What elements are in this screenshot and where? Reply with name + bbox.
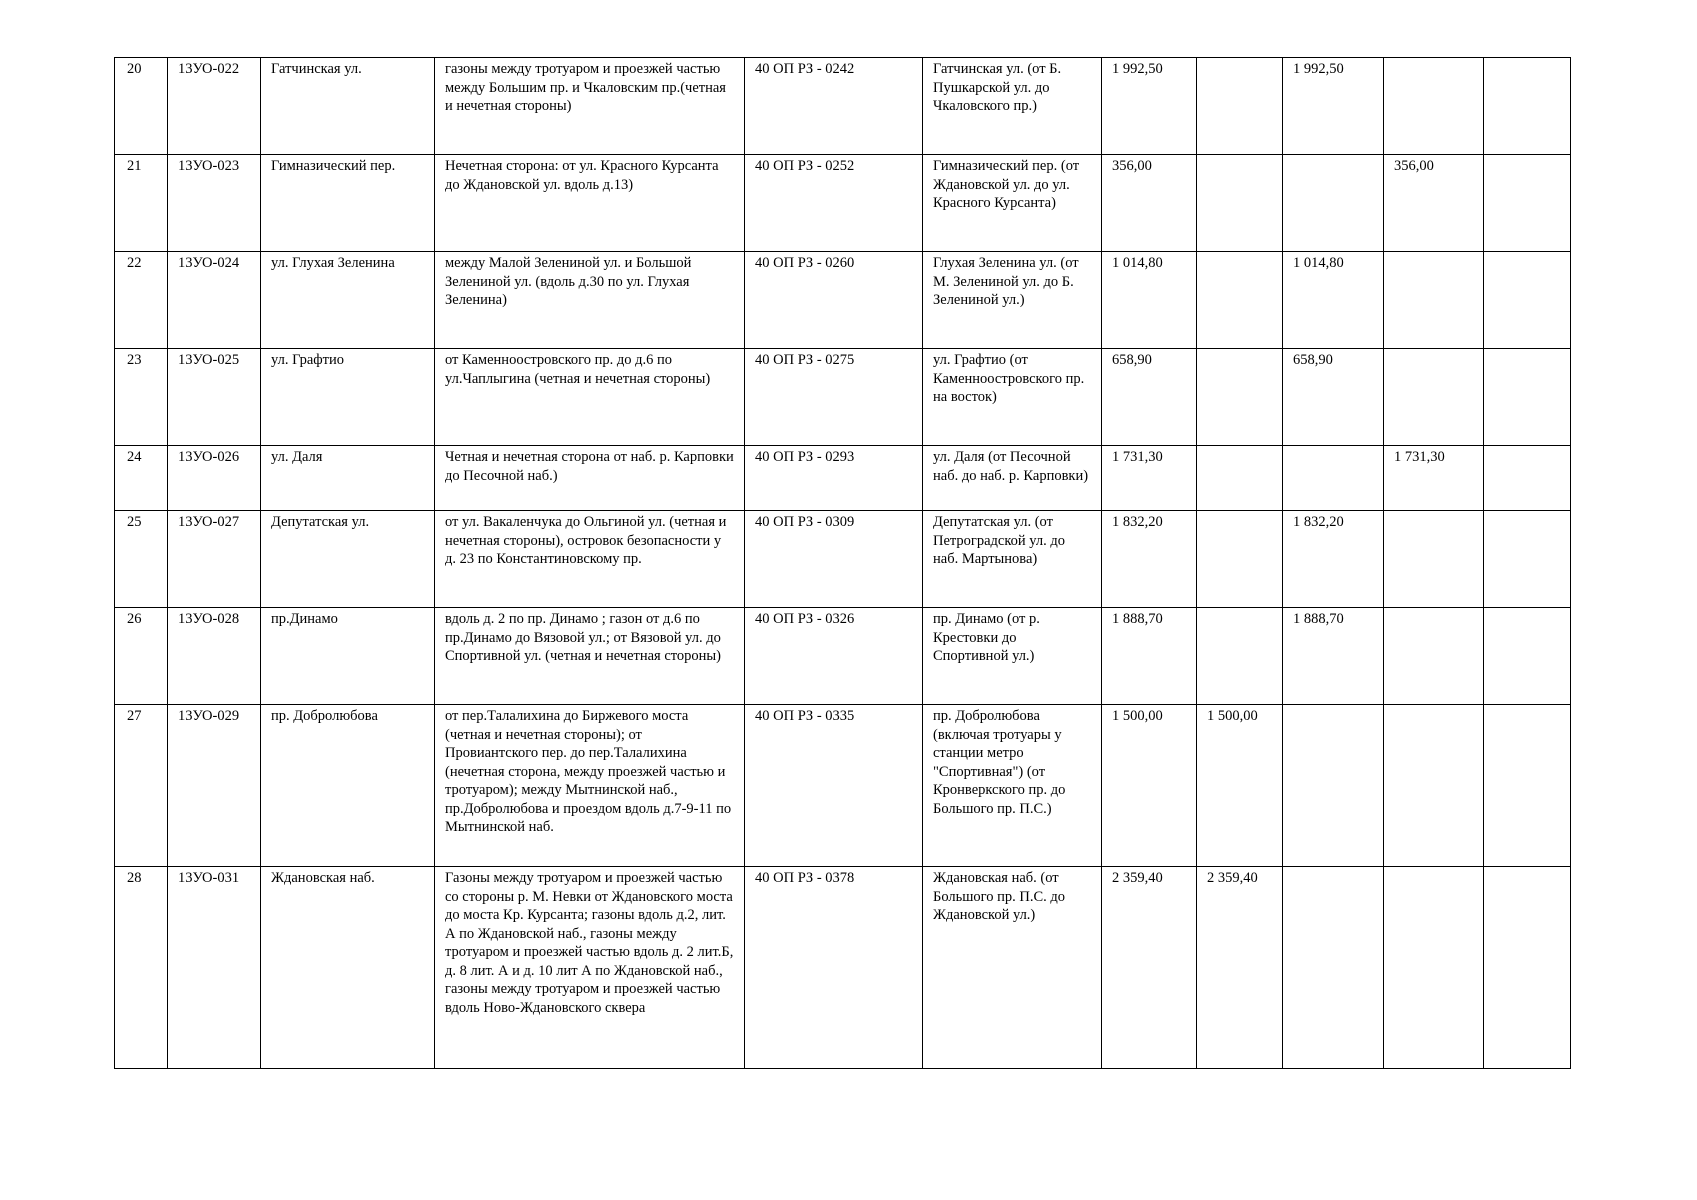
road-id-cell: 40 ОП РЗ - 0260: [745, 252, 923, 349]
area-category-1-cell: [1197, 58, 1283, 155]
road-name-cell: ул. Графтио (от Каменноостровского пр. на восток): [923, 349, 1102, 446]
area-category-1-cell: [1197, 511, 1283, 608]
area-category-1-cell: [1197, 446, 1283, 511]
area-category-4-cell: [1484, 446, 1571, 511]
road-id-cell: 40 ОП РЗ - 0335: [745, 705, 923, 867]
area-category-2-cell: [1283, 705, 1384, 867]
street-name-cell: Депутатская ул.: [261, 511, 435, 608]
street-name-cell: пр.Динамо: [261, 608, 435, 705]
street-name-cell: Ждановская наб.: [261, 867, 435, 1069]
street-name-cell: ул. Глухая Зеленина: [261, 252, 435, 349]
object-code-cell: 13УО-028: [168, 608, 261, 705]
area-total-cell: 1 014,80: [1102, 252, 1197, 349]
area-total-cell: 1 992,50: [1102, 58, 1197, 155]
area-total-cell: 1 731,30: [1102, 446, 1197, 511]
area-total-cell: 1 888,70: [1102, 608, 1197, 705]
area-category-4-cell: [1484, 608, 1571, 705]
row-number-cell: 21: [115, 155, 168, 252]
description-cell: вдоль д. 2 по пр. Динамо ; газон от д.6 по пр.Динамо до Вязовой ул.; от Вязовой ул. до Спортивной ул. (четная и нечетная стороны): [435, 608, 745, 705]
street-name-cell: ул. Графтио: [261, 349, 435, 446]
description-cell: от ул. Вакаленчука до Ольгиной ул. (четная и нечетная стороны), островок безопасности у д. 23 по Константиновскому пр.: [435, 511, 745, 608]
road-name-cell: пр. Динамо (от р. Крестовки до Спортивной ул.): [923, 608, 1102, 705]
area-category-3-cell: [1384, 58, 1484, 155]
row-number-cell: 27: [115, 705, 168, 867]
object-code-cell: 13УО-025: [168, 349, 261, 446]
row-number-cell: 23: [115, 349, 168, 446]
area-category-2-cell: 1 888,70: [1283, 608, 1384, 705]
description-cell: от Каменноостровского пр. до д.6 по ул.Чаплыгина (четная и нечетная стороны): [435, 349, 745, 446]
road-id-cell: 40 ОП РЗ - 0293: [745, 446, 923, 511]
area-category-1-cell: [1197, 252, 1283, 349]
object-code-cell: 13УО-026: [168, 446, 261, 511]
row-number-cell: 24: [115, 446, 168, 511]
description-cell: Газоны между тротуаром и проезжей частью со стороны р. М. Невки от Ждановского моста до моста Кр. Курсанта; газоны вдоль д.2, лит. А по Ждановской наб., газоны между тротуаром и проезжей частью вдоль д. 2 лит.Б, д. 8 лит. А и д. 10 лит А по Ждановской наб., газоны между тротуаром и проезжей частью вдоль Ново-Ждановского сквера: [435, 867, 745, 1069]
area-category-3-cell: 356,00: [1384, 155, 1484, 252]
road-name-cell: Глухая Зеленина ул. (от М. Зелениной ул. до Б. Зелениной ул.): [923, 252, 1102, 349]
object-code-cell: 13УО-031: [168, 867, 261, 1069]
area-total-cell: 1 832,20: [1102, 511, 1197, 608]
area-total-cell: 1 500,00: [1102, 705, 1197, 867]
road-id-cell: 40 ОП РЗ - 0309: [745, 511, 923, 608]
area-category-3-cell: [1384, 705, 1484, 867]
description-cell: от пер.Талалихина до Биржевого моста (четная и нечетная стороны); от Провиантского пер. до пер.Талалихина (нечетная сторона, между проезжей частью и тротуаром); между Мытнинской наб., пр.Добролюбова и проездом вдоль д.7-9-11 по Мытнинской наб.: [435, 705, 745, 867]
table-row: [115, 58, 1571, 155]
area-category-2-cell: [1283, 155, 1384, 252]
description-cell: Четная и нечетная сторона от наб. р. Карповки до Песочной наб.): [435, 446, 745, 511]
area-category-4-cell: [1484, 252, 1571, 349]
street-name-cell: ул. Даля: [261, 446, 435, 511]
area-category-3-cell: [1384, 511, 1484, 608]
area-total-cell: 2 359,40: [1102, 867, 1197, 1069]
area-category-2-cell: [1283, 867, 1384, 1069]
object-code-cell: 13УО-023: [168, 155, 261, 252]
road-name-cell: Гимназический пер. (от Ждановской ул. до ул. Красного Курсанта): [923, 155, 1102, 252]
object-code-cell: 13УО-027: [168, 511, 261, 608]
area-category-4-cell: [1484, 58, 1571, 155]
area-category-1-cell: [1197, 608, 1283, 705]
table-row: [115, 349, 1571, 446]
row-number-cell: 25: [115, 511, 168, 608]
description-cell: между Малой Зелениной ул. и Большой Зелениной ул. (вдоль д.30 по ул. Глухая Зеленина): [435, 252, 745, 349]
object-code-cell: 13УО-022: [168, 58, 261, 155]
area-category-3-cell: [1384, 867, 1484, 1069]
area-category-4-cell: [1484, 867, 1571, 1069]
table-row: [115, 155, 1571, 252]
area-category-2-cell: 1 992,50: [1283, 58, 1384, 155]
road-id-cell: 40 ОП РЗ - 0275: [745, 349, 923, 446]
area-category-3-cell: [1384, 608, 1484, 705]
table-row: [115, 867, 1571, 1069]
road-id-cell: 40 ОП РЗ - 0326: [745, 608, 923, 705]
table-row: [115, 252, 1571, 349]
area-category-4-cell: [1484, 511, 1571, 608]
area-category-1-cell: [1197, 155, 1283, 252]
road-name-cell: Гатчинская ул. (от Б. Пушкарской ул. до Чкаловского пр.): [923, 58, 1102, 155]
table-row: [115, 705, 1571, 867]
row-number-cell: 20: [115, 58, 168, 155]
area-category-4-cell: [1484, 349, 1571, 446]
object-code-cell: 13УО-029: [168, 705, 261, 867]
area-category-4-cell: [1484, 155, 1571, 252]
street-name-cell: Гатчинская ул.: [261, 58, 435, 155]
table-row: [115, 511, 1571, 608]
object-code-cell: 13УО-024: [168, 252, 261, 349]
area-category-3-cell: [1384, 349, 1484, 446]
road-name-cell: Депутатская ул. (от Петроградской ул. до наб. Мартынова): [923, 511, 1102, 608]
area-category-2-cell: [1283, 446, 1384, 511]
road-id-cell: 40 ОП РЗ - 0378: [745, 867, 923, 1069]
area-category-1-cell: 1 500,00: [1197, 705, 1283, 867]
road-name-cell: Ждановская наб. (от Большого пр. П.С. до Ждановской ул.): [923, 867, 1102, 1069]
area-category-2-cell: 1 014,80: [1283, 252, 1384, 349]
area-total-cell: 356,00: [1102, 155, 1197, 252]
road-id-cell: 40 ОП РЗ - 0242: [745, 58, 923, 155]
row-number-cell: 22: [115, 252, 168, 349]
road-id-cell: 40 ОП РЗ - 0252: [745, 155, 923, 252]
street-name-cell: Гимназический пер.: [261, 155, 435, 252]
description-cell: газоны между тротуаром и проезжей частью между Большим пр. и Чкаловским пр.(четная и нечетная стороны): [435, 58, 745, 155]
area-category-4-cell: [1484, 705, 1571, 867]
road-name-cell: пр. Добролюбова (включая тротуары у станции метро "Спортивная") (от Кронверкского пр. до Большого пр. П.С.): [923, 705, 1102, 867]
table-row: [115, 608, 1571, 705]
area-category-1-cell: 2 359,40: [1197, 867, 1283, 1069]
objects-table: [114, 57, 1571, 1069]
area-category-3-cell: 1 731,30: [1384, 446, 1484, 511]
area-category-3-cell: [1384, 252, 1484, 349]
row-number-cell: 28: [115, 867, 168, 1069]
row-number-cell: 26: [115, 608, 168, 705]
area-category-2-cell: 1 832,20: [1283, 511, 1384, 608]
area-category-2-cell: 658,90: [1283, 349, 1384, 446]
street-name-cell: пр. Добролюбова: [261, 705, 435, 867]
table-row: [115, 446, 1571, 511]
area-total-cell: 658,90: [1102, 349, 1197, 446]
area-category-1-cell: [1197, 349, 1283, 446]
description-cell: Нечетная сторона: от ул. Красного Курсанта до Ждановской ул. вдоль д.13): [435, 155, 745, 252]
road-name-cell: ул. Даля (от Песочной наб. до наб. р. Карповки): [923, 446, 1102, 511]
